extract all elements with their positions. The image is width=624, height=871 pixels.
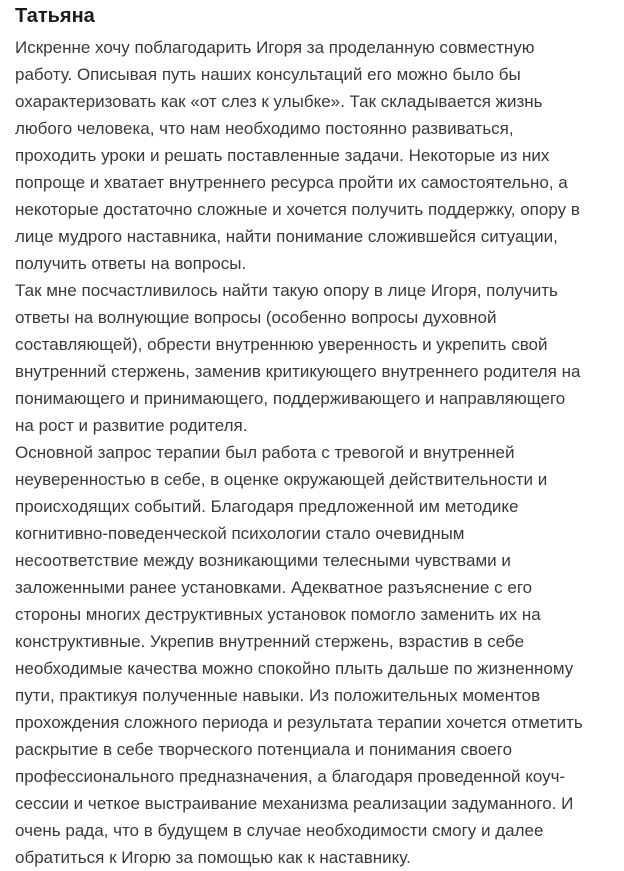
review-text-line: Так мне посчастливилось найти такую опору в лице Игоря, получить: [15, 281, 558, 300]
review-text-line: сессии и четкое выстраивание механизма реализации задуманного. И: [15, 794, 574, 813]
review-text-line: несоответствие между возникающими телесными чувствами и: [15, 551, 511, 570]
review-text-line: попроще и хватает внутреннего ресурса пройти их самостоятельно, а: [15, 173, 568, 192]
review-card: [15, 0, 615, 871]
review-text-line: конструктивные. Укрепив внутренний стержень, взрастив в себе: [15, 632, 525, 651]
review-text-line: раскрытие в себе творческого потенциала и понимания своего: [15, 740, 513, 759]
review-text-line: составляющей), обрести внутреннюю уверенность и укрепить свой: [15, 335, 548, 354]
review-text-line: работу. Описывая путь наших консультаций его можно было бы: [15, 65, 521, 84]
review-text-line: понимающего и принимающего, поддерживающего и направляющего: [15, 389, 566, 408]
review-text-line: неуверенностью в себе, в оценке окружающей действительности и: [15, 470, 548, 489]
review-text-line: Искренне хочу поблагодарить Игоря за проделанную совместную: [15, 38, 535, 57]
review-text-line: очень рада, что в будущем в случае необходимости смогу и далее: [15, 821, 544, 840]
review-text-line: происходящих событий. Благодаря предложенной им методике: [15, 497, 519, 516]
review-text-line: пути, практикуя полученные навыки. Из положительных моментов: [15, 686, 541, 705]
review-text-line: некоторые достаточно сложные и хочется получить поддержку, опору в: [15, 200, 580, 219]
review-author: Татьяна: [15, 5, 95, 27]
review-text-line: обратиться к Игорю за помощью как к наставнику.: [15, 848, 411, 867]
review-text-line: лице мудрого наставника, найти понимание сложившейся ситуации,: [15, 227, 558, 246]
review-text-line: необходимые качества можно спокойно плыть дальше по жизненному: [15, 659, 574, 678]
review-text: [15, 31, 615, 871]
review-text-line: Основной запрос терапии был работа с тревогой и внутренней: [15, 443, 515, 462]
review-text-line: охарактеризовать как «от слез к улыбке». Так складывается жизнь: [15, 92, 543, 111]
review-text-line: на рост и развитие родителя.: [15, 416, 248, 435]
review-text-line: заложенными ранее установками. Адекватное разъяснение с его: [15, 578, 533, 597]
review-text-line: любого человека, что нам необходимо постоянно развиваться,: [15, 119, 514, 138]
review-text-line: стороны многих деструктивных установок помогло заменить их на: [15, 605, 541, 624]
review-text-line: ответы на волнующие вопросы (особенно вопросы духовной: [15, 308, 497, 327]
review-text-line: внутренний стержень, заменив критикующего внутреннего родителя на: [15, 362, 581, 381]
review-text-line: проходить уроки и решать поставленные задачи. Некоторые из них: [15, 146, 550, 165]
review-text-line: получить ответы на вопросы.: [15, 254, 247, 273]
review-text-line: прохождения сложного периода и результата терапии хочется отметить: [15, 713, 583, 732]
review-text-line: когнитивно-поведенческой психологии стало очевидным: [15, 524, 465, 543]
review-text-line: профессионального предназначения, а благодаря проведенной коуч-: [15, 767, 566, 786]
